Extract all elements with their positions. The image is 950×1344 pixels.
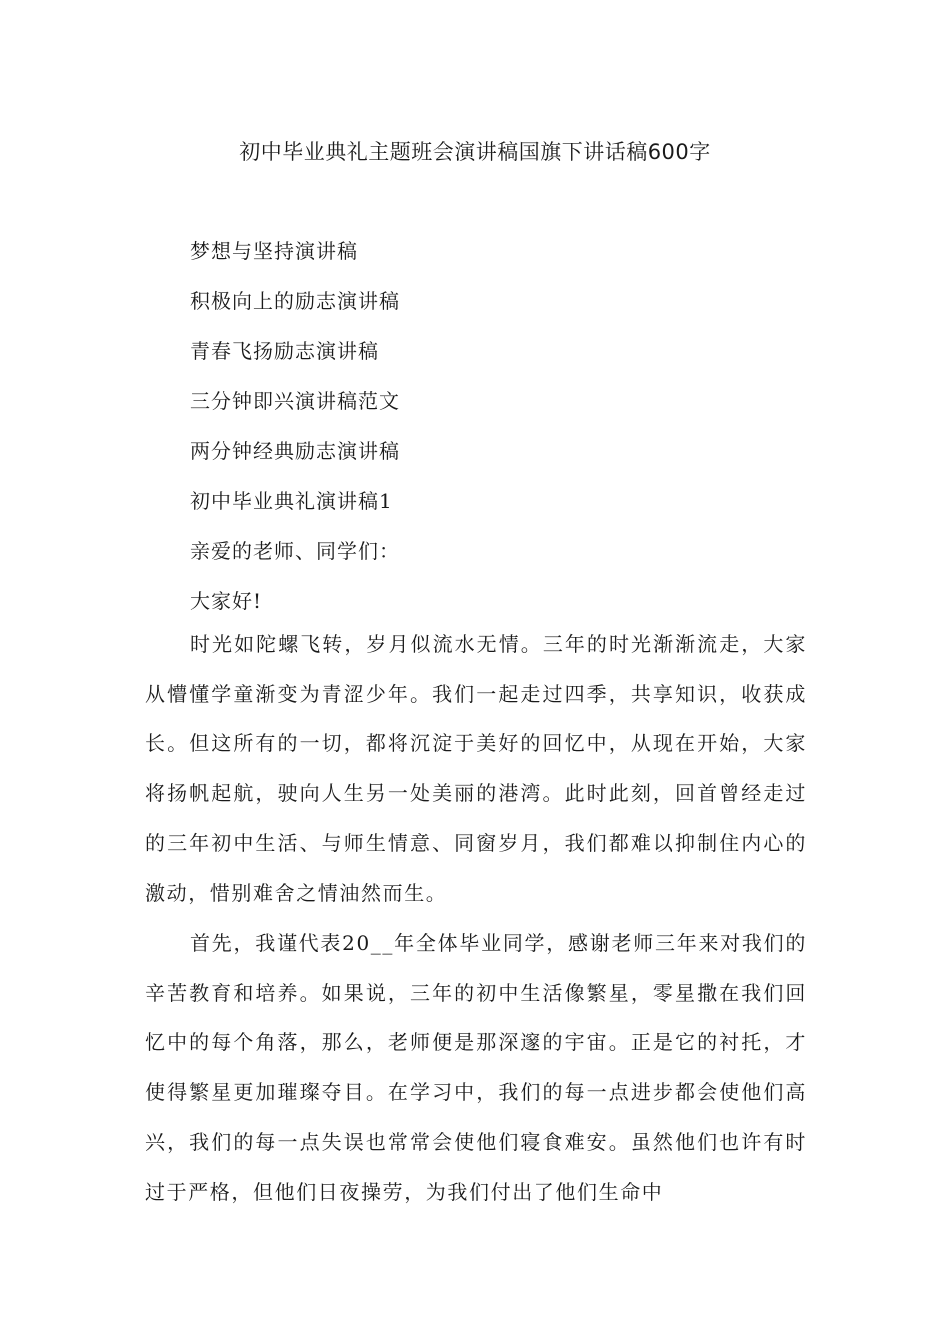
intro-lines xyxy=(190,234,400,634)
body-paragraph: 时光如陀螺飞转，岁月似流水无情。三年的时光渐渐流走，大家从懵懂学童渐变为青涩少年。我们一起走过四季，共享知识，收获成长。但这所有的一切，都将沉淀于美好的回忆中，从现在开始，大家将扬帆起航，驶向人生另一处美丽的港湾。此时此刻，回首曾经走过的三年初中生活、与师生情意、同窗岁月，我们都难以抑制住内心的激动，惜别难舍之情油然而生。 xyxy=(145,632,807,905)
body-paragraph: 首先，我谨代表20__年全体毕业同学，感谢老师三年来对我们的辛苦教育和培养。如果说，三年的初中生活像繁星，零星撒在我们回忆中的每个角落，那么，老师便是那深邃的宇宙。正是它的衬托，才使得繁星更加璀璨夺目。在学习中，我们的每一点进步都会使他们高兴，我们的每一点失误也常常会使他们寝食难安。虽然他们也许有时过于严格，但他们日夜操劳，为我们付出了他们生命中 xyxy=(145,931,807,1204)
document-title: 初中毕业典礼主题班会演讲稿国旗下讲话稿600字 xyxy=(239,140,711,164)
text-line: 三分钟即兴演讲稿范文 xyxy=(190,389,400,413)
greeting: 大家好! xyxy=(190,589,263,613)
text-line: 初中毕业典礼演讲稿1 xyxy=(190,489,393,513)
text-line: 积极向上的励志演讲稿 xyxy=(190,289,400,313)
salutation: 亲爱的老师、同学们： xyxy=(190,539,400,563)
text-line: 青春飞扬励志演讲稿 xyxy=(190,339,379,363)
text-line: 两分钟经典励志演讲稿 xyxy=(190,439,400,463)
text-line: 梦想与坚持演讲稿 xyxy=(190,239,358,263)
